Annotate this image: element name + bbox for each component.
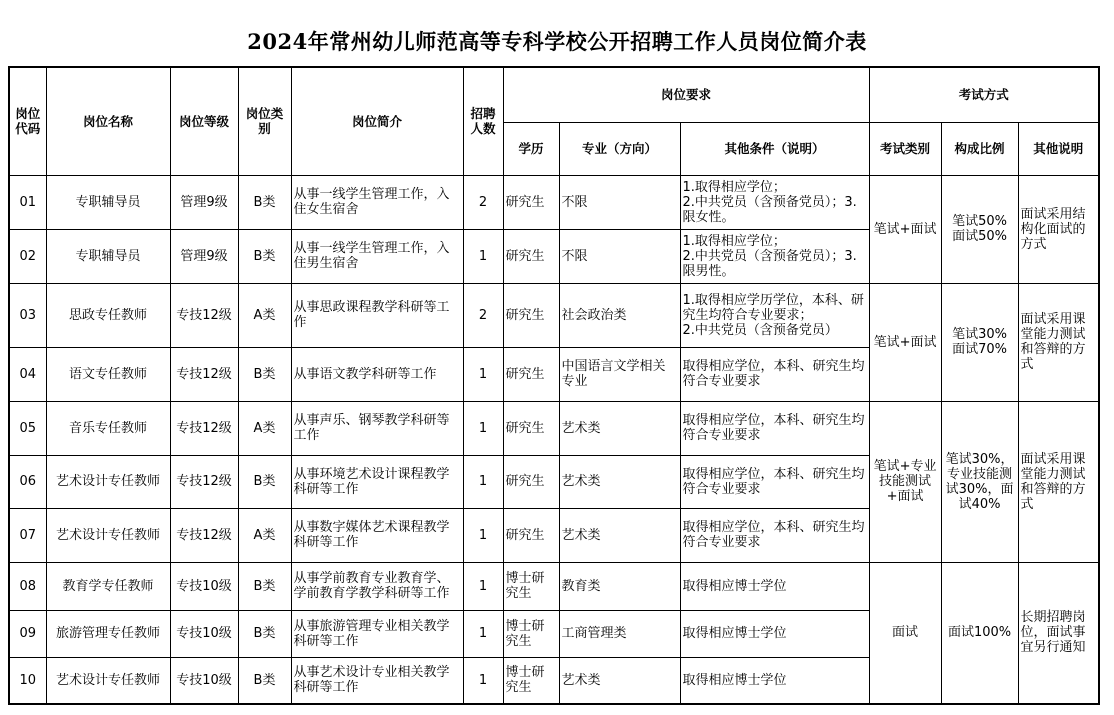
exam-type: 面试	[869, 562, 941, 704]
other-conditions: 1.取得相应学位； 2.中共党员（含预备党员）；3.限女性。	[680, 175, 869, 229]
recruit-count: 2	[463, 175, 503, 229]
major-requirement: 艺术类	[559, 455, 680, 508]
header-note: 其他说明	[1018, 122, 1099, 175]
position-level: 专技10级	[170, 610, 238, 657]
position-category: B类	[238, 455, 291, 508]
table-row	[9, 175, 1099, 229]
table-row	[9, 401, 1099, 455]
education-requirement: 研究生	[503, 229, 559, 283]
exam-ratio: 笔试30% 面试70%	[941, 283, 1018, 401]
header-ratio: 构成比例	[941, 122, 1018, 175]
position-intro: 从事艺术设计专业相关教学科研等工作	[291, 657, 463, 704]
position-name: 专职辅导员	[46, 175, 170, 229]
other-conditions: 取得相应学位，本科、研究生均符合专业要求	[680, 508, 869, 562]
position-code: 10	[9, 657, 46, 704]
recruit-count: 1	[463, 401, 503, 455]
position-code: 05	[9, 401, 46, 455]
recruit-count: 1	[463, 508, 503, 562]
position-code: 09	[9, 610, 46, 657]
other-conditions: 取得相应博士学位	[680, 562, 869, 610]
position-category: B类	[238, 229, 291, 283]
exam-note: 面试采用课堂能力测试和答辩的方式	[1018, 401, 1099, 562]
major-requirement: 社会政治类	[559, 283, 680, 347]
other-conditions: 取得相应博士学位	[680, 657, 869, 704]
recruit-count: 1	[463, 347, 503, 401]
header-requirements: 岗位要求	[503, 67, 869, 122]
table-body	[9, 175, 1099, 704]
education-requirement: 研究生	[503, 347, 559, 401]
position-intro: 从事一线学生管理工作，入住男生宿舍	[291, 229, 463, 283]
position-name: 艺术设计专任教师	[46, 455, 170, 508]
other-conditions: 1.取得相应学历学位，本科、研究生均符合专业要求； 2.中共党员（含预备党员）	[680, 283, 869, 347]
major-requirement: 艺术类	[559, 401, 680, 455]
position-intro: 从事思政课程教学科研等工作	[291, 283, 463, 347]
position-category: B类	[238, 562, 291, 610]
major-requirement: 教育类	[559, 562, 680, 610]
other-conditions: 取得相应学位，本科、研究生均符合专业要求	[680, 347, 869, 401]
header-intro: 岗位简介	[291, 67, 463, 175]
header-level: 岗位等级	[170, 67, 238, 175]
major-requirement: 不限	[559, 229, 680, 283]
exam-note: 面试采用结构化面试的方式	[1018, 175, 1099, 283]
position-intro: 从事数字媒体艺术课程教学科研等工作	[291, 508, 463, 562]
education-requirement: 研究生	[503, 455, 559, 508]
position-code: 06	[9, 455, 46, 508]
position-code: 01	[9, 175, 46, 229]
exam-note: 面试采用课堂能力测试和答辩的方式	[1018, 283, 1099, 401]
other-conditions: 取得相应博士学位	[680, 610, 869, 657]
header-name: 岗位名称	[46, 67, 170, 175]
position-level: 专技10级	[170, 657, 238, 704]
exam-ratio: 笔试50% 面试50%	[941, 175, 1018, 283]
position-intro: 从事环境艺术设计课程教学科研等工作	[291, 455, 463, 508]
position-category: B类	[238, 657, 291, 704]
position-intro: 从事声乐、钢琴教学科研等工作	[291, 401, 463, 455]
position-code: 04	[9, 347, 46, 401]
position-name: 专职辅导员	[46, 229, 170, 283]
exam-type: 笔试+面试	[869, 175, 941, 283]
position-level: 管理9级	[170, 175, 238, 229]
position-level: 管理9级	[170, 229, 238, 283]
position-level: 专技12级	[170, 347, 238, 401]
exam-ratio: 笔试30%，专业技能测试30%，面试40%	[941, 401, 1018, 562]
recruit-count: 1	[463, 229, 503, 283]
position-code: 03	[9, 283, 46, 347]
major-requirement: 中国语言文学相关专业	[559, 347, 680, 401]
major-requirement: 艺术类	[559, 657, 680, 704]
position-name: 音乐专任教师	[46, 401, 170, 455]
position-name: 语文专任教师	[46, 347, 170, 401]
other-conditions: 取得相应学位，本科、研究生均符合专业要求	[680, 401, 869, 455]
education-requirement: 研究生	[503, 401, 559, 455]
header-major: 专业（方向）	[559, 122, 680, 175]
header-code: 岗位代码	[9, 67, 46, 175]
position-level: 专技12级	[170, 283, 238, 347]
recruit-count: 1	[463, 562, 503, 610]
exam-type: 笔试+专业技能测试+面试	[869, 401, 941, 562]
position-category: B类	[238, 347, 291, 401]
education-requirement: 博士研究生	[503, 562, 559, 610]
position-code: 02	[9, 229, 46, 283]
header-education: 学历	[503, 122, 559, 175]
position-table	[8, 66, 1100, 705]
table-row	[9, 283, 1099, 347]
position-intro: 从事语文教学科研等工作	[291, 347, 463, 401]
position-category: A类	[238, 401, 291, 455]
education-requirement: 研究生	[503, 283, 559, 347]
position-level: 专技12级	[170, 508, 238, 562]
position-name: 旅游管理专任教师	[46, 610, 170, 657]
header-category: 岗位类别	[238, 67, 291, 175]
position-category: B类	[238, 610, 291, 657]
position-level: 专技12级	[170, 455, 238, 508]
education-requirement: 博士研究生	[503, 657, 559, 704]
header-count: 招聘人数	[463, 67, 503, 175]
exam-ratio: 面试100%	[941, 562, 1018, 704]
education-requirement: 研究生	[503, 508, 559, 562]
other-conditions: 取得相应学位，本科、研究生均符合专业要求	[680, 455, 869, 508]
table-row	[9, 562, 1099, 610]
recruit-count: 1	[463, 610, 503, 657]
position-level: 专技10级	[170, 562, 238, 610]
page-title: 2024年常州幼儿师范高等专科学校公开招聘工作人员岗位简介表	[247, 29, 867, 54]
position-level: 专技12级	[170, 401, 238, 455]
position-code: 07	[9, 508, 46, 562]
header-exam-type: 考试类别	[869, 122, 941, 175]
exam-type: 笔试+面试	[869, 283, 941, 401]
position-intro: 从事学前教育专业教育学、学前教育学教学科研等工作	[291, 562, 463, 610]
recruit-count: 1	[463, 657, 503, 704]
position-intro: 从事旅游管理专业相关教学科研等工作	[291, 610, 463, 657]
position-name: 思政专任教师	[46, 283, 170, 347]
position-category: B类	[238, 175, 291, 229]
major-requirement: 工商管理类	[559, 610, 680, 657]
education-requirement: 研究生	[503, 175, 559, 229]
position-intro: 从事一线学生管理工作，入住女生宿舍	[291, 175, 463, 229]
other-conditions: 1.取得相应学位； 2.中共党员（含预备党员）；3.限男性。	[680, 229, 869, 283]
position-category: A类	[238, 283, 291, 347]
position-name: 教育学专任教师	[46, 562, 170, 610]
position-name: 艺术设计专任教师	[46, 657, 170, 704]
recruit-count: 2	[463, 283, 503, 347]
header-other: 其他条件（说明）	[680, 122, 869, 175]
major-requirement: 艺术类	[559, 508, 680, 562]
position-code: 08	[9, 562, 46, 610]
position-category: A类	[238, 508, 291, 562]
exam-note: 长期招聘岗位，面试事宜另行通知	[1018, 562, 1099, 704]
header-exam: 考试方式	[869, 67, 1099, 122]
recruit-count: 1	[463, 455, 503, 508]
position-name: 艺术设计专任教师	[46, 508, 170, 562]
major-requirement: 不限	[559, 175, 680, 229]
education-requirement: 博士研究生	[503, 610, 559, 657]
